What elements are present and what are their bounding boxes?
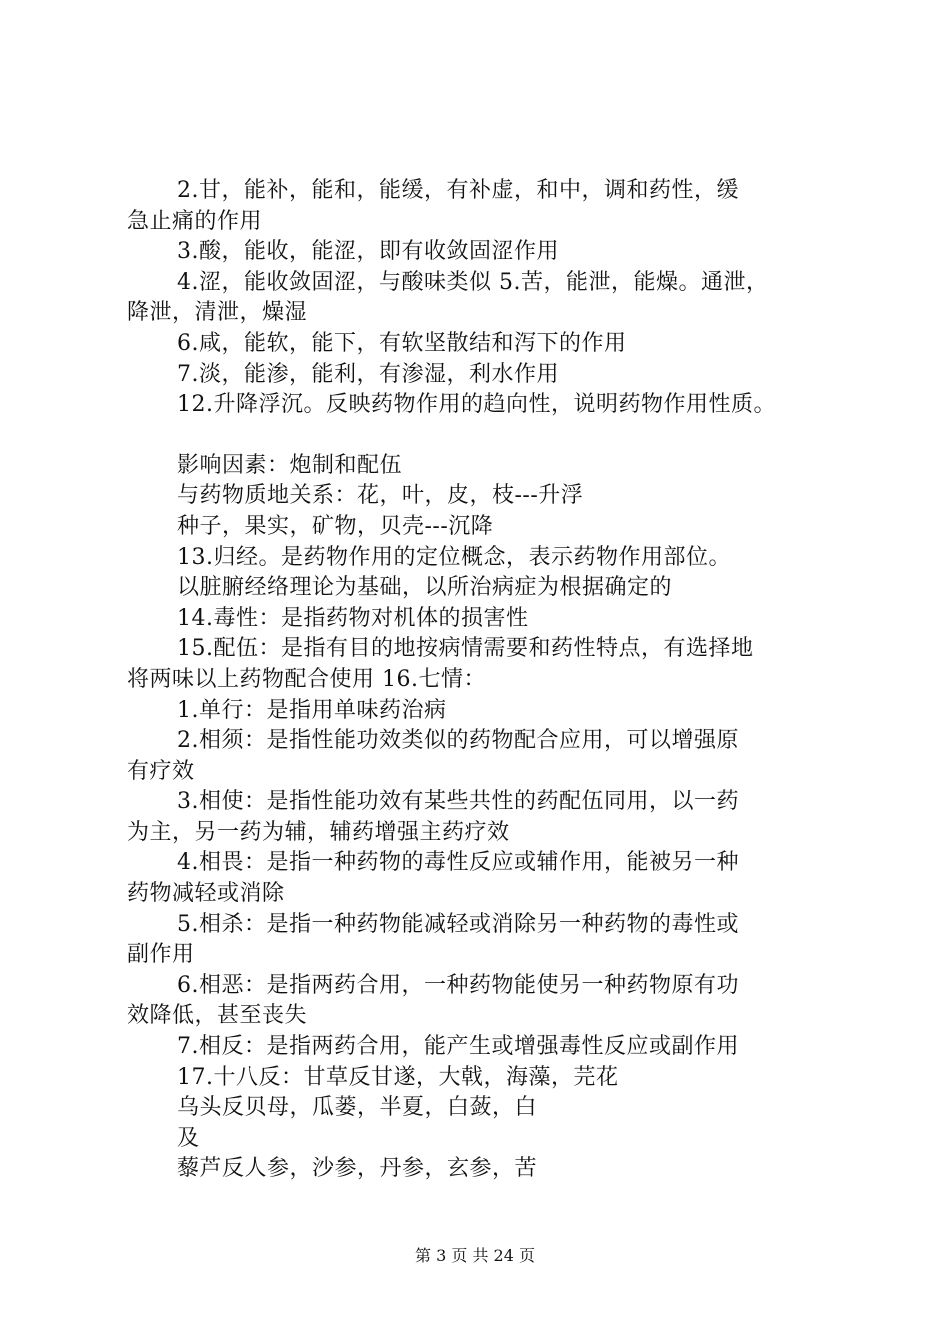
text-line: 5.相杀：是指一种药物能减轻或消除另一种药物的毒性或 xyxy=(177,911,739,937)
text-line: 急止痛的作用 xyxy=(127,208,263,234)
text-line: 13.归经。是药物作用的定位概念，表示药物作用部位。 xyxy=(177,544,731,570)
text-line: 与药物质地关系：花，叶，皮，枝---升浮 xyxy=(177,483,584,509)
text-line: 1.单行：是指用单味药治病 xyxy=(177,697,447,723)
text-line: 效降低，甚至丧失 xyxy=(127,1003,308,1029)
text-line: 6.相恶：是指两药合用，一种药物能使另一种药物原有功 xyxy=(177,972,739,998)
text-line: 7.淡，能渗，能利，有渗湿，利水作用 xyxy=(177,361,559,387)
text-line: 6.咸，能软，能下，有软坚散结和泻下的作用 xyxy=(177,330,627,356)
text-line: 2.甘，能补，能和，能缓，有补虚，和中，调和药性，缓 xyxy=(177,178,739,203)
text-line: 7.相反：是指两药合用，能产生或增强毒性反应或副作用 xyxy=(177,1034,739,1060)
text-line: 2.相须：是指性能功效类似的药物配合应用，可以增强原 xyxy=(177,728,739,754)
text-line: 15.配伍：是指有目的地按病情需要和药性特点，有选择地 xyxy=(177,636,754,662)
text-line: 藜芦反人参，沙参，丹参，玄参，苦 xyxy=(177,1156,538,1182)
text-line: 及 xyxy=(177,1125,200,1151)
text-line: 为主，另一药为辅，辅药增强主药疗效 xyxy=(127,819,510,845)
text-line: 影响因素：炮制和配伍 xyxy=(177,452,403,478)
text-line: 种子，果实，矿物，贝壳---沉降 xyxy=(177,513,494,539)
text-line: 3.相使：是指性能功效有某些共性的药配伍同用，以一药 xyxy=(177,789,739,815)
paragraph-gap xyxy=(127,421,833,451)
text-line: 有疗效 xyxy=(127,758,195,784)
text-line: 乌头反贝母，瓜蒌，半夏，白蔹，白 xyxy=(177,1095,538,1121)
text-line: 4.涩，能收敛固涩，与酸味类似 5.苦，能泄，能燥。通泄， xyxy=(177,269,769,295)
text-line: 药物减轻或消除 xyxy=(127,881,285,907)
document-body xyxy=(127,176,833,1185)
page-footer: 第 3 页 共 24 页 xyxy=(415,1246,535,1265)
text-line: 副作用 xyxy=(127,942,195,968)
text-line: 降泄，清泄，燥湿 xyxy=(127,300,308,326)
text-line: 14.毒性：是指药物对机体的损害性 xyxy=(177,605,529,631)
text-line: 12.升降浮沉。反映药物作用的趋向性，说明药物作用性质。 xyxy=(177,392,776,418)
text-line: 3.酸，能收，能涩，即有收敛固涩作用 xyxy=(177,239,559,265)
text-line: 将两味以上药物配合使用 16.七情： xyxy=(127,666,486,692)
text-line: 4.相畏：是指一种药物的毒性反应或辅作用，能被另一种 xyxy=(177,850,739,876)
text-line: 17.十八反：甘草反甘遂，大戟，海藻，芫花 xyxy=(177,1064,619,1090)
text-line: 以脏腑经络理论为基础，以所治病症为根据确定的 xyxy=(177,575,673,601)
